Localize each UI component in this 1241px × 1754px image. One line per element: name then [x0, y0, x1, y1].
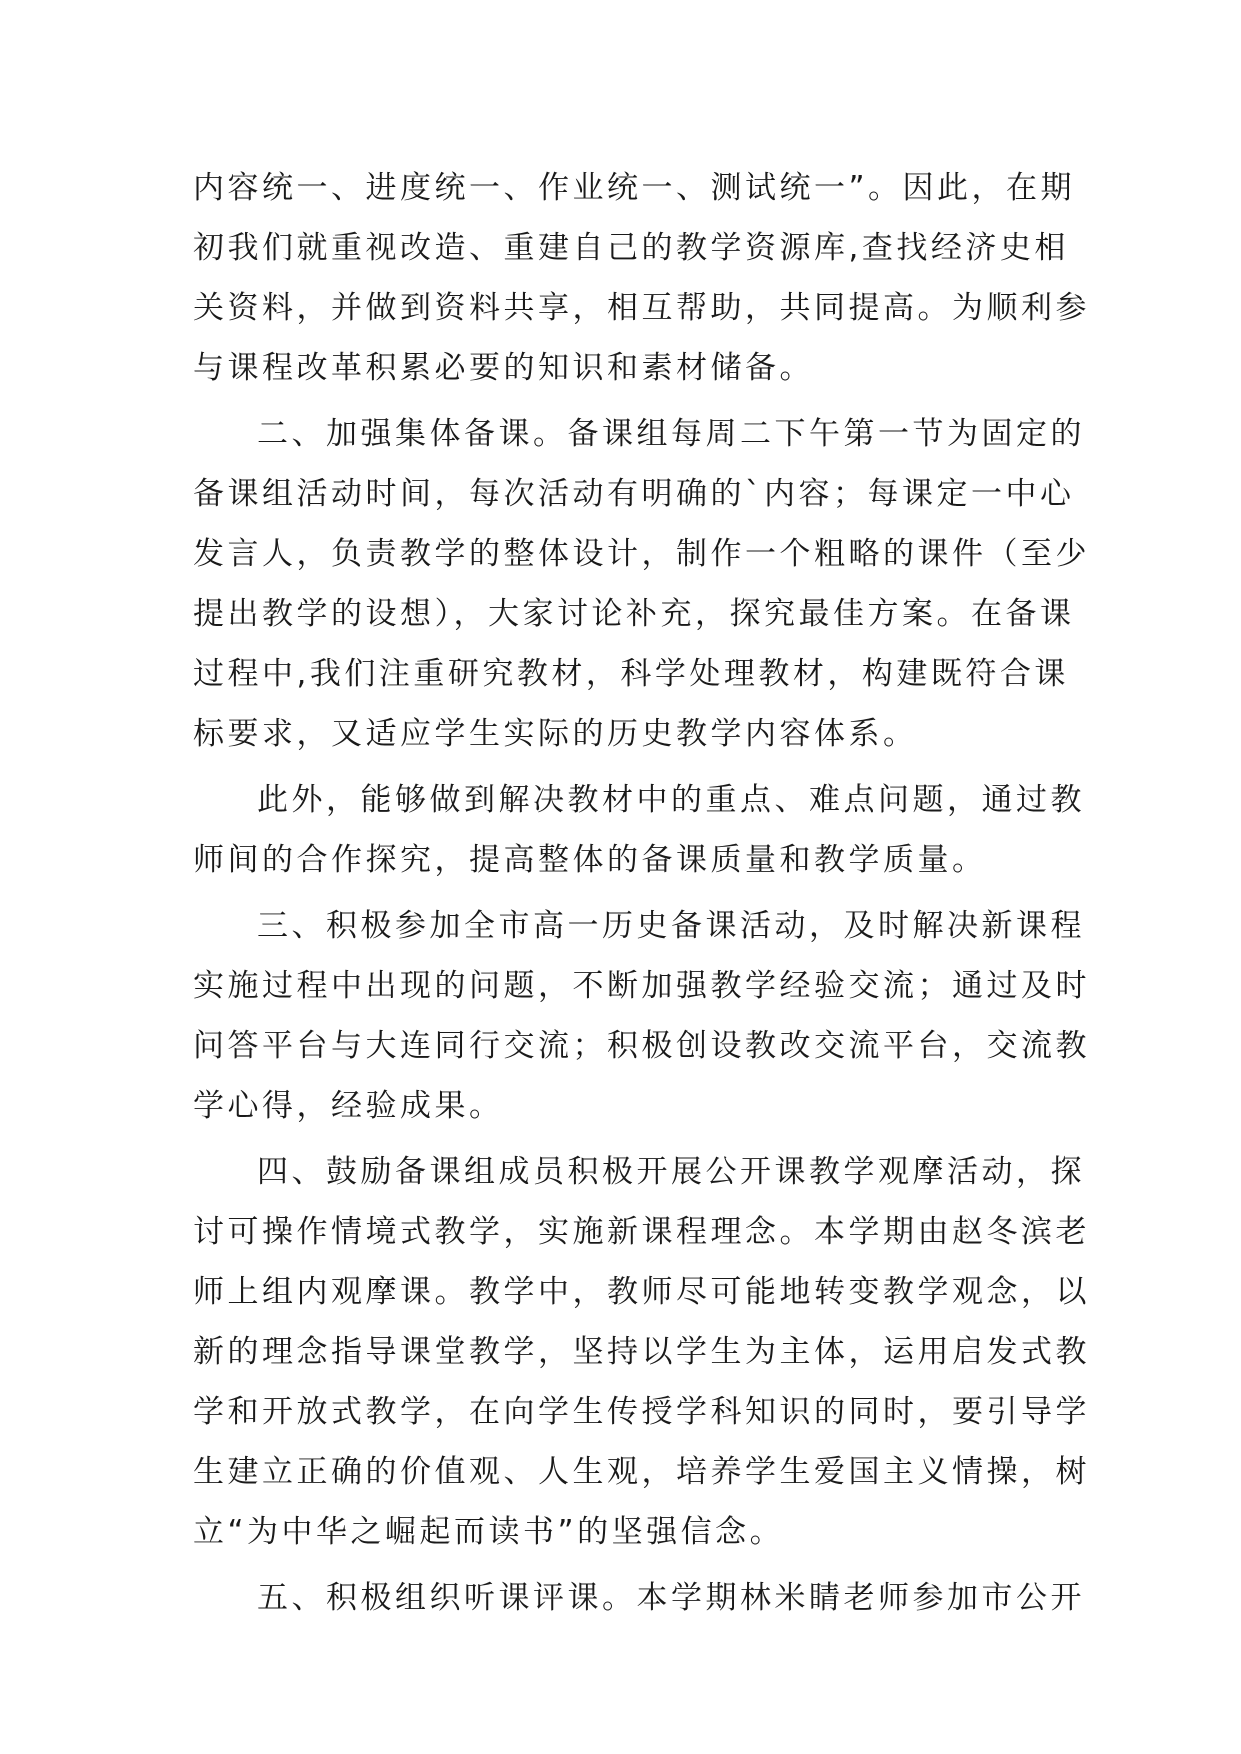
text-line: 与课程改革积累必要的知识和素材储备。	[193, 350, 814, 386]
text-line: 生建立正确的价值观、人生观，培养学生爱国主义情操，树	[193, 1454, 1090, 1490]
text-line: 初我们就重视改造、重建自己的教学资源库,查找经济史相	[193, 230, 1069, 266]
text-line: 师间的合作探究，提高整体的备课质量和教学质量。	[193, 842, 987, 878]
paragraph-open-lessons	[193, 1142, 1090, 1562]
text-line: 学心得，经验成果。	[193, 1088, 504, 1124]
paragraph-continuation	[193, 158, 1090, 398]
text-line: 过程中,我们注重研究教材，科学处理教材，构建既符合课	[193, 656, 1069, 692]
paragraph-additional	[193, 770, 1085, 890]
text-line: 四、鼓励备课组成员积极开展公开课教学观摩活动，探	[257, 1154, 1085, 1190]
text-line: 关资料，并做到资料共享，相互帮助，共同提高。为顺利参	[193, 290, 1090, 326]
text-line: 问答平台与大连同行交流；积极创设教改交流平台，交流教	[193, 1028, 1090, 1064]
text-line: 三、积极参加全市高一历史备课活动，及时解决新课程	[257, 908, 1085, 944]
text-line: 实施过程中出现的问题，不断加强教学经验交流；通过及时	[193, 968, 1090, 1004]
paragraph-city-activities	[193, 896, 1090, 1136]
text-line: 发言人，负责教学的整体设计，制作一个粗略的课件（至少	[193, 536, 1090, 572]
paragraph-lesson-evaluation	[193, 1568, 1085, 1628]
text-line: 五、积极组织听课评课。本学期林米睛老师参加市公开	[257, 1580, 1085, 1616]
text-line: 讨可操作情境式教学，实施新课程理念。本学期由赵冬滨老	[193, 1214, 1090, 1250]
text-line: 师上组内观摩课。教学中，教师尽可能地转变教学观念，以	[193, 1274, 1090, 1310]
text-line: 学和开放式教学，在向学生传授学科知识的同时，要引导学	[193, 1394, 1090, 1430]
text-line: 提出教学的设想），大家讨论补充，探究最佳方案。在备课	[193, 596, 1075, 632]
paragraph-collective-lesson-prep	[193, 404, 1090, 764]
text-line: 标要求，又适应学生实际的历史教学内容体系。	[193, 716, 918, 752]
text-line: 内容统一、进度统一、作业统一、测试统一”。因此，在期	[193, 170, 1076, 206]
text-line: 备课组活动时间，每次活动有明确的`内容；每课定一中心	[193, 476, 1075, 512]
document-body	[193, 158, 1090, 1628]
text-line: 新的理念指导课堂教学，坚持以学生为主体，运用启发式教	[193, 1334, 1090, 1370]
text-line: 此外，能够做到解决教材中的重点、难点问题，通过教	[257, 782, 1085, 818]
text-line: 立“为中华之崛起而读书”的坚强信念。	[193, 1514, 785, 1550]
text-line: 二、加强集体备课。备课组每周二下午第一节为固定的	[257, 416, 1085, 452]
